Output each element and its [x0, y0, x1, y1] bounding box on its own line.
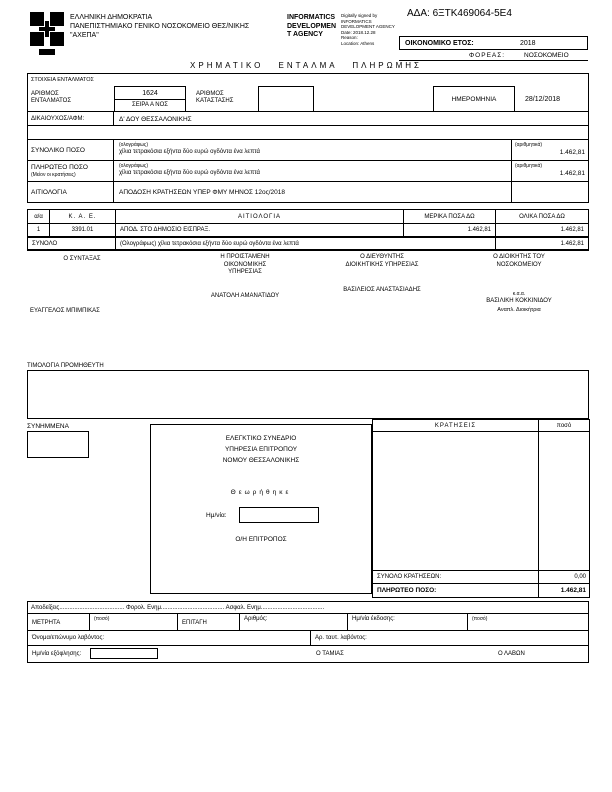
recipient-sign-label: Ο ΛΑΒΩΝ — [498, 651, 525, 657]
beneficiary-row — [28, 112, 588, 126]
finance-title — [185, 254, 305, 277]
voucher-section-row — [28, 74, 588, 86]
logo-base — [39, 49, 55, 55]
beneficiary-label: ΔΙΚΑΙΟΥΧΟΣ/ΑΦΜ: — [28, 112, 114, 125]
voucher-number-row — [28, 86, 588, 112]
agency-line — [399, 50, 588, 61]
kae-row-index: 1 — [28, 224, 50, 236]
payable-amount-sublabel: (Μείον οι κρατήσεις) — [31, 172, 76, 178]
court-line2: ΥΠΗΡΕΣΙΑ ΕΠΙΤΡΟΠΟΥ — [224, 446, 298, 453]
reason-empty-cell — [512, 182, 588, 202]
reason-value: ΑΠΟΔΟΣΗ ΚΡΑΤΗΣΕΩΝ ΥΠΕΡ ΦΜΥ ΜΗΝΟΣ 12ος/2018 — [114, 182, 512, 202]
deductions-header-label: ΚΡΑΤΗΣΕΙΣ — [373, 420, 539, 431]
attachments-label: ΣΥΝΗΜΜΕΝΑ — [27, 423, 69, 430]
deductions-total-label: ΣΥΝΟΛΟ ΚΡΑΤΗΣΕΩΝ: — [373, 571, 539, 583]
voucher-number-value: 1624 — [115, 87, 185, 100]
deductions-total-value: 0,00 — [574, 574, 586, 580]
court-date-row — [151, 507, 371, 523]
governor-name: ΒΑΣΙΛΙΚΗ ΚΟΚΚΙΝΙΔΟΥ — [486, 298, 552, 304]
admin-title — [312, 254, 452, 269]
beneficiary-value: Δ' ΔΟΥ ΘΕΣΣΑΛΟΝΙΚΗΣ — [119, 116, 192, 123]
court-approved-label: Θεωρήθηκε — [230, 489, 292, 496]
deductions-payable-label: ΠΛΗΡΩΤΕΟ ΠΟΣΟ: — [373, 584, 539, 597]
kae-total-value: 1.462,81 — [560, 241, 584, 247]
attachments-box — [27, 431, 89, 458]
payment-date-label: Ημ/νία εξόφλησης: — [32, 651, 82, 657]
total-amount-words-cell — [114, 140, 512, 160]
voucher-status-box — [258, 86, 314, 112]
org-line1: ΕΛΛΗΝΙΚΗ ΔΗΜΟΚΡΑΤΙΑ — [70, 14, 153, 21]
kae-header-reason: ΑΙΤΙΟΛΟΓΙΑ — [116, 210, 404, 223]
total-amount-numeric: 1.462,81 — [559, 149, 585, 156]
cheque-number-label: Αριθμός: — [240, 614, 348, 630]
voucher-number-box — [114, 86, 186, 112]
cashier-label: Ο ΤΑΜΙΑΣ — [316, 651, 344, 657]
kae-header-row — [28, 210, 588, 224]
finance-title-line: Η ΠΡΟΙΣΤΑΜΕΝΗ — [220, 254, 270, 260]
reason-label: ΑΙΤΙΟΛΟΓΙΑ — [28, 182, 114, 202]
numeric-label: (αριθμητικά) — [515, 142, 543, 148]
deductions-header-row — [373, 420, 589, 432]
admin-title-line: ΔΙΟΙΚΗΤΙΚΗΣ ΥΠΗΡΕΣΙΑΣ — [345, 261, 419, 268]
page-title: ΧΡΗΜΑΤΙΚΟ ΕΝΤΑΛΜΑ ΠΛΗΡΩΜΗΣ — [190, 61, 422, 70]
payable-amount-words-cell — [114, 161, 512, 181]
voucher-spacer-row — [28, 126, 588, 140]
court-date-box — [239, 507, 319, 523]
kae-header-partial: ΜΕΡΙΚΑ ΠΟΣΑ ΔΩ — [404, 210, 496, 223]
deductions-payable-value: 1.462,81 — [560, 587, 586, 594]
stamp-detail-line: Reason: — [341, 35, 358, 40]
org-line2: ΠΑΝΕΠΙΣΤΗΜΙΑΚΟ ΓΕΝΙΚΟ ΝΟΣΟΚΟΜΕΙΟ ΘΕΣ/ΝΙΚΗΣ — [70, 23, 250, 30]
deductions-amount-header: ποσό — [556, 423, 572, 429]
deductions-body — [373, 432, 589, 570]
org-block — [70, 13, 300, 40]
numeric-label: (αριθμητικά) — [515, 163, 543, 169]
kae-header-code: Κ. Α. Ε. — [50, 210, 116, 223]
kae-row-code: 3391.01 — [50, 224, 116, 236]
voucher-number-label: ΑΡΙΘΜΟΣ ΕΝΤΑΛΜΑΤΟΣ — [31, 91, 72, 104]
cash-label: ΜΕΤΡΗΤΑ — [28, 614, 90, 630]
kae-total-label: ΣΥΝΟΛΟ — [28, 238, 116, 249]
stamp-name: INFORMATICS DEVELOPMEN T AGENCY — [287, 14, 337, 38]
payable-amount-numeric-cell — [512, 161, 588, 181]
stamp-detail-line: Location: Athens — [341, 40, 375, 46]
hospital-logo — [30, 12, 64, 56]
words-label: (ολογράφως) — [119, 142, 149, 148]
logo-shape — [30, 12, 44, 26]
admin-title-line: Ο ΔΙΕΥΘΥΝΤΗΣ — [360, 254, 404, 260]
logo-shape — [39, 27, 55, 31]
kae-header-index: α/α — [28, 210, 50, 223]
receipts-row: Αποδείξεις....................................... Φορολ. Ενημ...................................... Ασφαλ. Ενημ...................................... — [28, 602, 588, 614]
court-date-label: Ημ/νία: — [206, 512, 227, 519]
voucher-date-value: 28/12/2018 — [525, 96, 561, 103]
stamp-detail-line: DEVELOPMENT AGENCY — [341, 24, 395, 29]
governor-prefix: κ.α.α. — [512, 291, 526, 297]
kae-table — [27, 209, 589, 251]
recipient-name-label: Όνομα/επώνυμο λαβόντος: — [28, 631, 311, 645]
total-amount-label: ΣΥΝΟΛΙΚΟ ΠΟΣΟ — [28, 140, 114, 160]
deductions-payable-row — [373, 583, 589, 597]
court-commissioner-label: Ο/Η ΕΠΙΤΡΟΠΟΣ — [235, 536, 287, 543]
finance-name: ΑΝΑΤΟΛΗ ΑΜΑΝΑΤΙΔΟΥ — [210, 293, 280, 299]
kae-row-total: 1.462,81 — [560, 227, 584, 233]
stamp-detail-line: Date: 2018.12.28 — [341, 29, 376, 35]
kae-header-total: ΟΛΙΚΑ ΠΟΣΑ ΔΩ — [519, 214, 565, 220]
recipient-id-label: Αρ. ταυτ. λαβόντος: — [315, 635, 367, 641]
kae-data-row — [28, 224, 588, 236]
court-box — [150, 424, 372, 594]
cross-icon — [30, 12, 64, 46]
payment-footer — [27, 601, 589, 663]
stamp-detail-line: INFORMATICS — [341, 18, 372, 24]
payable-amount-numeric: 1.462,81 — [559, 170, 585, 177]
admin-name: ΒΑΣΙΛΕΙΟΣ ΑΝΑΣΤΑΣΙΑΔΗΣ — [343, 287, 421, 293]
governor-title — [455, 254, 583, 269]
fiscal-year-label: ΟΙΚΟΝΟΜΙΚΟ ΕΤΟΣ: — [405, 40, 474, 47]
kae-total-words: (Ολογράφως) χίλια τετρακόσια εξήντα δύο ευρώ ογδόντα ένα λεπτά — [116, 238, 496, 249]
deductions-table — [372, 419, 590, 598]
settlement-row — [28, 646, 588, 662]
governor-title-line: Ο ΔΙΟΙΚΗΤΗΣ ΤΟΥ — [493, 254, 545, 260]
voucher-date-label-box — [433, 86, 515, 112]
kae-total-row — [28, 236, 588, 249]
court-line3: ΝΟΜΟΥ ΘΕΣΣΑΛΟΝΙΚΗΣ — [222, 457, 300, 464]
kae-row-reason: ΑΠΟΔ. ΣΤΟ ΔΗΜΟΣΙΟ ΕΙΣΠΡΑΞ. — [116, 224, 404, 236]
recipient-row — [28, 631, 588, 646]
voucher-section-title: ΣΤΟΙΧΕΙΑ ΕΝΤΑΛΜΑΤΟΣ — [31, 77, 94, 83]
deductions-body-right — [539, 432, 589, 570]
total-amount-words: χίλια τετρακόσια εξήντα δύο ευρώ ογδόντα ένα λεπτά — [119, 149, 260, 155]
kae-row-partial: 1.462,81 — [404, 224, 496, 236]
org-line3: "ΑΧΕΠΑ" — [70, 32, 99, 39]
payment-method-row — [28, 614, 588, 631]
governor-title-line: ΝΟΣΟΚΟΜΕΙΟΥ — [496, 261, 542, 268]
settlement-date-box — [90, 648, 158, 659]
payable-amount-label-cell — [28, 161, 114, 181]
cheque-amount-label: (ποσό) — [472, 616, 488, 622]
reason-row — [28, 182, 588, 202]
voucher-details-table — [27, 73, 589, 203]
court-line1: ΕΛΕΓΚΤΙΚΟ ΣΥΝΕΔΡΙΟ — [225, 435, 297, 442]
ada-number: ΑΔΑ: 6ΞΤΚ469064-5Ε4 — [407, 8, 512, 19]
total-amount-row — [28, 140, 588, 161]
voucher-series-value: ΣΕΙΡΑ Α ΝΟΣ — [132, 102, 168, 108]
fiscal-year-box — [399, 36, 588, 50]
cheque-label: ΕΠΙΤΑΓΗ — [178, 614, 240, 630]
logo-shape — [50, 32, 64, 46]
digital-signature-stamp — [287, 14, 339, 40]
stamp-detail-line: Digitally signed by — [341, 13, 378, 18]
agency-label: ΦΟΡΕΑΣ: — [469, 52, 506, 59]
voucher-date-label: ΗΜΕΡΟΜΗΝΙΑ — [451, 95, 497, 103]
agency-value: ΝΟΣΟΚΟΜΕΙΟ — [524, 52, 569, 59]
logo-shape — [50, 12, 64, 26]
total-amount-numeric-cell — [512, 140, 588, 160]
author-title: Ο ΣΥΝΤΑΞΑΣ — [63, 256, 101, 262]
invoices-box — [27, 370, 589, 419]
finance-title-line: ΟΙΚΟΝΟΜΙΚΗΣ — [223, 261, 267, 268]
payable-amount-row — [28, 161, 588, 182]
cheque-date-label: Ημ/νία έκδοσης: — [348, 614, 468, 630]
invoices-label: ΤΙΜΟΛΟΓΙΑ ΠΡΟΜΗΘΕΥΤΗ — [27, 363, 104, 369]
governor-role: Αναπλ. Διοικήτρια — [497, 307, 541, 313]
fiscal-year-value: 2018 — [520, 40, 536, 47]
deductions-body-left — [373, 432, 539, 570]
author-name: ΕΥΑΓΓΕΛΟΣ ΜΠΙΜΠΙΚΑΣ — [30, 308, 100, 314]
deductions-total-row — [373, 570, 589, 583]
payable-amount-label: ΠΛΗΡΩΤΕΟ ΠΟΣΟ — [31, 164, 88, 171]
cash-amount-label: (ποσό) — [90, 614, 178, 630]
logo-shape — [30, 32, 44, 46]
finance-title-line: ΥΠΗΡΕΣΙΑΣ — [228, 269, 262, 275]
words-label: (ολογράφως) — [119, 163, 149, 169]
payable-amount-words: χίλια τετρακόσια εξήντα δύο ευρώ ογδόντα ένα λεπτά — [119, 170, 260, 176]
voucher-status-label: ΑΡΙΘΜΟΣ ΚΑΤΑΣΤΑΣΗΣ — [196, 91, 234, 104]
